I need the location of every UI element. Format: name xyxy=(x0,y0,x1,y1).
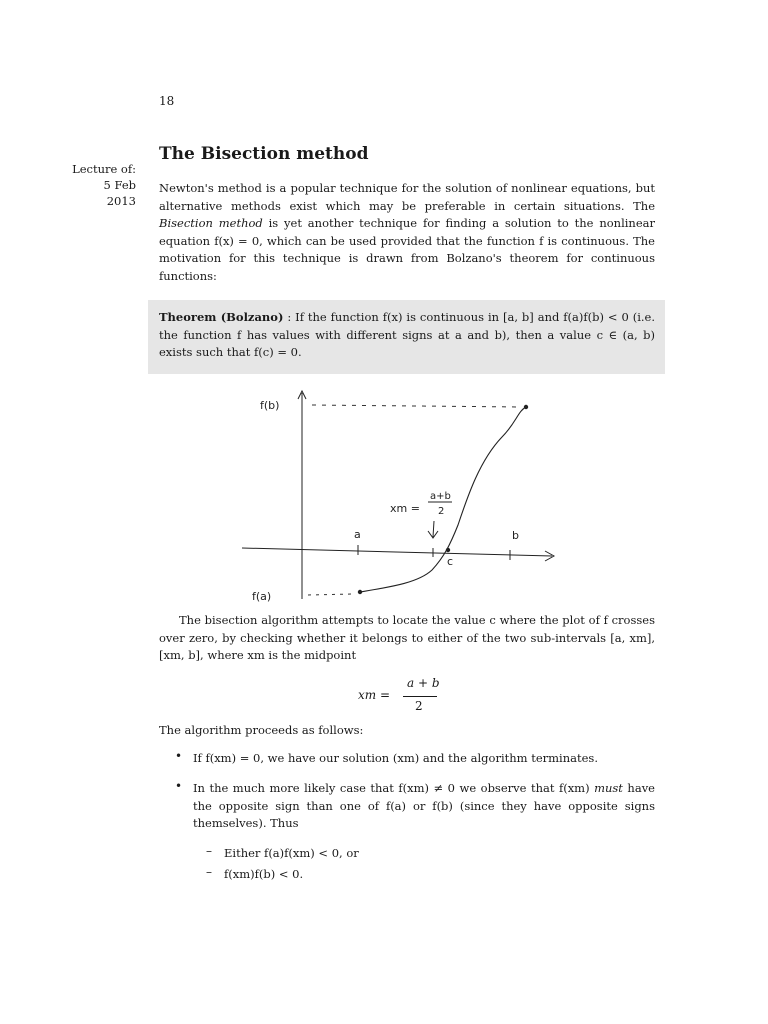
subitem-marker-2: – xyxy=(206,865,212,879)
equation-fraction-bar xyxy=(403,696,437,697)
bullet-item-1: If f(xm) = 0, we have our solution (xm) and the algorithm terminates. xyxy=(193,751,598,765)
bullet-marker-2: • xyxy=(175,779,183,793)
label-midpoint-denominator: 2 xyxy=(438,506,445,517)
point-c xyxy=(446,548,450,552)
subitem-1: Either f(a)f(xm) < 0, or xyxy=(224,846,359,860)
label-b: b xyxy=(512,529,519,542)
label-a: a xyxy=(354,528,361,541)
page-number: 18 xyxy=(159,94,175,108)
subitem-marker-1: – xyxy=(206,844,212,858)
midpoint-equation xyxy=(340,676,450,716)
bullet-item-2-part1: In the much more likely case that f(xm) ≠ 0 we observe that f(xm) xyxy=(193,781,595,795)
theorem-body: : If the function f(x) is continuous in [a, b] and f(a)f(b) < 0 (i.e. the function f has values with different signs at a and b), then a value c ∈ (a, b) exists such that f(c) = 0. xyxy=(159,310,656,359)
theorem-box xyxy=(148,300,665,374)
label-fb: f(b) xyxy=(260,399,280,412)
subitem-2: f(xm)f(b) < 0. xyxy=(224,867,304,881)
label-xm: xm = xyxy=(390,502,420,515)
margin-note-line1: Lecture of: xyxy=(72,162,136,176)
fb-dashed-line xyxy=(312,405,522,407)
algorithm-intro-paragraph: The bisection algorithm attempts to locate the value c where the plot of f crosses over zero, by checking whether it belongs to either of the two sub-intervals [a, xm], [xm, b], where xm is the midpoint xyxy=(159,613,655,662)
point-fb xyxy=(524,405,528,409)
intro-part2: is yet another technique for finding a solution to the nonlinear equation f(x) = 0, which can be used provided that the function f is continuous. The motivation for this technique is drawn from Bolzano's theorem for continuous functions: xyxy=(159,216,655,283)
point-fa xyxy=(358,590,362,594)
equation-numerator: a + b xyxy=(407,676,440,690)
x-axis xyxy=(242,548,552,556)
fa-dashed-line xyxy=(308,594,352,595)
xm-arrow xyxy=(428,521,438,538)
bullet-item-2-part2: have the opposite sign than one of f(a) or f(b) (since they have opposite signs themselves). Thus xyxy=(193,781,655,830)
label-c: c xyxy=(447,555,454,568)
intro-emphasis: Bisection method xyxy=(159,216,263,230)
label-midpoint-numerator: a+b xyxy=(430,491,451,502)
intro-paragraph xyxy=(159,180,655,285)
bullet-marker-1: • xyxy=(175,749,183,763)
equation-denominator: 2 xyxy=(415,699,423,713)
margin-note-date: 5 Feb 2013 xyxy=(103,178,136,208)
section-title: The Bisection method xyxy=(159,144,369,164)
equation-lhs: xm = xyxy=(358,688,391,702)
bullet-item-2-emphasis: must xyxy=(594,781,623,795)
intro-part1: Newton's method is a popular technique for the solution of nonlinear equations, but alternative methods exist which may be preferable in certain situations. The xyxy=(159,181,655,213)
theorem-heading: Theorem (Bolzano) xyxy=(159,310,284,324)
bullet-item-2 xyxy=(193,780,655,833)
theorem-text xyxy=(159,309,655,362)
margin-note xyxy=(72,161,136,209)
algorithm-proceeds-text: The algorithm proceeds as follows: xyxy=(159,723,364,737)
label-fa: f(a) xyxy=(252,590,272,603)
bisection-figure xyxy=(240,385,570,607)
